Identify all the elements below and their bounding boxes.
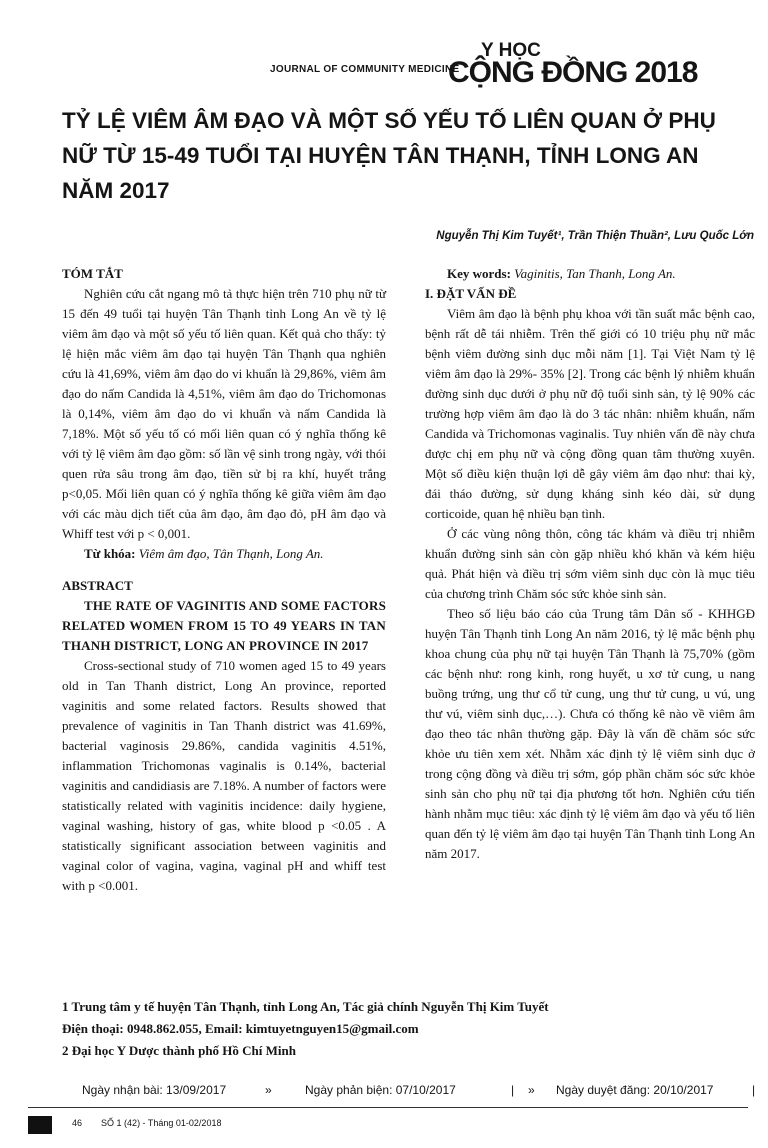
journal-header bbox=[0, 18, 768, 89]
summary-text: Nghiên cứu cắt ngang mô tả thực hiện trên 710 phụ nữ từ 15 đến 49 tuổi tại huyện Tân Thạnh tỉnh Long An về tỷ lệ viêm âm đạo và một số yếu tố liên quan. Kết quả cho thấy: tỷ lệ hiện mắc viêm âm đạo tại huyện Tân Thạnh qua nghiên cứu là 41,69%, viêm âm đạo do vi khuẩn là 29,86%, viêm âm đạo do nấm Candida là 4,51%, viêm âm đạo do Trichomonas là 0,14%, viêm âm đạo do vi khuẩn và nấm Candida là 7,18%. Một số yếu tố có mối liên quan có ý nghĩa thống kê với tỷ lệ viêm âm đạo gồm: số lần vệ sinh trong ngày, với thói quen rửa sâu trong âm đạo, tiền sử bị ra khí, huyết trắng p<0,05. Mối liên quan có ý nghĩa thống kê giữa viêm âm đạo với các màu dịch tiết của âm đạo, âm đạo đỏ, pH âm đạo và Whiff test với p < 0,001. bbox=[62, 286, 386, 541]
author-footnotes bbox=[62, 996, 752, 1062]
separator-bar-1: | bbox=[511, 1083, 515, 1097]
reviewed-date: Ngày phản biện: 07/10/2017 bbox=[305, 1083, 456, 1097]
introduction-heading: I. ĐẶT VẤN ĐỀ bbox=[425, 286, 517, 301]
contact-info: Điện thoại: 0948.862.055, Email: kimtuyetnguyen15@gmail.com bbox=[62, 1021, 419, 1036]
publication-dates bbox=[0, 1075, 768, 1105]
footer-divider bbox=[28, 1107, 748, 1108]
english-keywords-line bbox=[425, 264, 755, 284]
keywords-value: Viêm âm đạo, Tân Thạnh, Long An. bbox=[138, 546, 324, 561]
separator-arrow-1: » bbox=[265, 1083, 272, 1097]
introduction-paragraph-1: Viêm âm đạo là bệnh phụ khoa với tần suất mắc bệnh cao, bệnh rất dễ tái nhiễm. Trên thế giới có 10 triệu phụ nữ mắc bệnh viêm đường sinh dục mỗi năm [1]. Tại Việt Nam tỷ lệ viêm âm đạo là 29%- 35% [2]. Trong các bệnh lý nhiễm khuẩn đường sinh dục dưới ở phụ nữ độ tuổi sinh sản, tỷ lệ 90% các trường hợp viêm âm đạo là do 3 tác nhân: nhiễm khuẩn, nấm Candida và Trichomonas vaginalis. Tuy nhiên vấn đề này chưa được chị em phụ nữ và cộng đồng quan tâm thường xuyên. Một số điều kiện thuận lợi dễ gây viêm âm đạo như: thai kỳ, đái tháo đường, sử dụng kháng sinh kéo dài, sử dụng corticoide, quan hệ nhiều bạn tình. bbox=[425, 306, 755, 521]
affiliation-2: 2 Đại học Y Dược thành phố Hồ Chí Minh bbox=[62, 1043, 296, 1058]
separator-bar-2: | bbox=[752, 1083, 756, 1097]
accepted-date: Ngày duyệt đăng: 20/10/2017 bbox=[556, 1083, 714, 1097]
journal-name-top: Y HỌC bbox=[481, 40, 541, 61]
english-keywords-label: Key words: bbox=[447, 266, 511, 281]
right-column bbox=[425, 264, 755, 864]
page-number: 46 bbox=[72, 1118, 83, 1128]
left-column bbox=[62, 264, 386, 896]
affiliation-1: 1 Trung tâm y tế huyện Tân Thạnh, tỉnh Long An, Tác giả chính Nguyễn Thị Kim Tuyết bbox=[62, 999, 549, 1014]
author-list: Nguyễn Thị Kim Tuyết¹, Trần Thiện Thuần², Lưu Quốc Lớn bbox=[436, 230, 754, 242]
summary-heading: TÓM TẮT bbox=[62, 266, 123, 281]
keywords-label: Từ khóa: bbox=[84, 546, 136, 561]
received-date: Ngày nhận bài: 13/09/2017 bbox=[82, 1083, 227, 1097]
abstract-heading: ABSTRACT bbox=[62, 578, 133, 593]
issue-info: SỐ 1 (42) - Tháng 01-02/2018 bbox=[101, 1118, 222, 1128]
journal-name-english: JOURNAL OF COMMUNITY MEDICINE bbox=[270, 64, 460, 75]
abstract-text: Cross-sectional study of 710 women aged 15 to 49 years old in Tan Thanh district, Long An province, reported vaginitis and some related factors. Results showed that prevalence of vaginitis in Tan Thanh district was 41.69%, bacterial vaginosis 29.86%, candida vaginitis 4.51%, inflammation Trichomonas vaginalis is 0.14%, bacterial vaginitis and candidiasis are 7.18%. A number of factors were statistically related with vaginitis incidence: daily hygiene, vaginal washing, history of gas, white blood p <0.05 . A statistically significant association between vaginitis and vaginal color of vagina, vagina, vaginal pH and whiff test with p <0.001. bbox=[62, 658, 386, 893]
keywords-line bbox=[62, 544, 386, 564]
introduction-paragraph-2: Ở các vùng nông thôn, công tác khám và điều trị nhiễm khuẩn đường sinh sản còn gặp nhiều khó khăn và kém hiệu quả. Phát hiện và điều trị sớm viêm sinh dục còn là mục tiêu của chương trình Chăm sóc sức khỏe sinh sản. bbox=[425, 526, 755, 601]
footer-block bbox=[28, 1116, 52, 1134]
separator-arrow-2: » bbox=[528, 1083, 535, 1097]
article-title: TỶ LỆ VIÊM ÂM ĐẠO VÀ MỘT SỐ YẾU TỐ LIÊN QUAN Ở PHỤ NỮ TỪ 15-49 TUỔI TẠI HUYỆN TÂN THẠNH, TỈNH LONG AN NĂM 2017 bbox=[62, 108, 716, 203]
introduction-paragraph-3: Theo số liệu báo cáo của Trung tâm Dân số - KHHGĐ huyện Tân Thạnh tỉnh Long An năm 2016, tỷ lệ mắc bệnh phụ khoa chung của phụ nữ tại huyện Tân Thạnh là 75,70% (gồm các bệnh như: rong kinh, rong huyết, u xơ tử cung, u nang buồng trứng, ung thư cổ tử cung, ung thư tử cung, u vú, ung thư vú, viêm sinh dục,…). Chưa có thống kê nào về viêm âm đạo theo tác nhân thường gặp. Đây là vấn đề chăm sóc sức khỏe ưu tiên xem xét. Nhằm xác định tỷ lệ viêm sinh dục ở trong cộng đồng và điều trị sớm, góp phần chăm sóc sức khỏe sinh sản cho phụ nữ tại địa phương tốt hơn. Nghiên cứu tiến hành nhằm mục tiêu: xác định tỷ lệ viêm âm đạo và yếu tố liên quan đến tỷ lệ viêm âm đạo tại huyện Tân Thạnh tỉnh Long An năm 2017. bbox=[425, 606, 755, 861]
page-footer bbox=[72, 1118, 221, 1128]
journal-name-main: CỘNG ĐỒNG 2018 bbox=[448, 56, 698, 89]
english-title: THE RATE OF VAGINITIS AND SOME FACTORS RELATED WOMEN FROM 15 TO 49 YEARS IN TAN THANH DISTRICT, LONG AN PROVINCE IN 2017 bbox=[62, 598, 386, 653]
english-keywords-value: Vaginitis, Tan Thanh, Long An. bbox=[514, 266, 676, 281]
